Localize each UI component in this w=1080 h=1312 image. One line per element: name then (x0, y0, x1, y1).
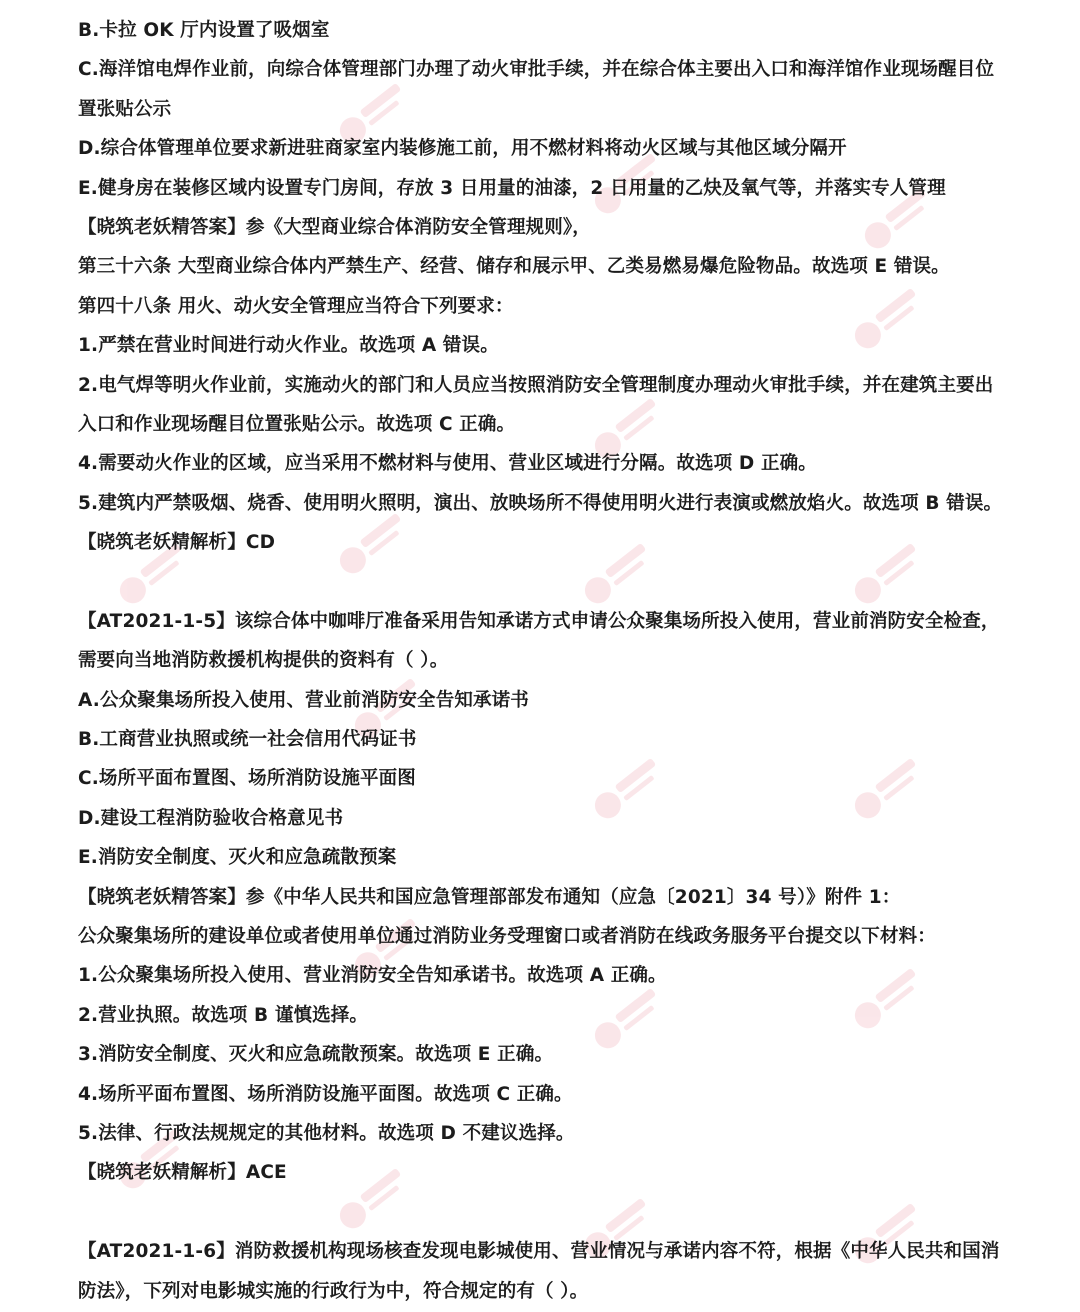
analysis-answer-ace: 【晓筑老妖精解析】ACE (78, 1162, 287, 1184)
question-at2021-1-6: 【AT2021-1-6】消防救援机构现场核查发现电影城使用、营业情况与承诺内容不符，根据《中华人民共和国消 (78, 1241, 1000, 1263)
q5-answer-item-1: 1.公众聚集场所投入使用、营业消防安全告知承诺书。故选项 A 正确。 (78, 965, 667, 987)
q5-option-b: B.工商营业执照或统一社会信用代码证书 (78, 729, 417, 751)
q5-answer-heading: 【晓筑老妖精答案】参《中华人民共和国应急管理部部发布通知（应急〔2021〕34 号）》附件 1： (78, 886, 901, 908)
question-at2021-1-6-cont: 防法》，下列对电影城实施的行政行为中，符合规定的有（ ）。 (78, 1280, 589, 1302)
option-c-line-cont: 置张贴公示 (78, 98, 172, 120)
q5-option-c: C.场所平面布置图、场所消防设施平面图 (78, 768, 416, 790)
option-d-line: D.综合体管理单位要求新进驻商家室内装修施工前，用不燃材料将动火区域与其他区域分隔开 (78, 138, 847, 160)
blank-line (78, 1193, 1040, 1232)
question-at2021-1-5-cont: 需要向当地消防救援机构提供的资料有（ ）。 (78, 650, 449, 672)
rule-article-48: 第四十八条 用火、动火安全管理应当符合下列要求： (78, 295, 514, 317)
rule-item-5: 5.建筑内严禁吸烟、烧香、使用明火照明，演出、放映场所不得使用明火进行表演或燃放焰火。故选项 B 错误。 (78, 492, 1003, 514)
document-body (78, 11, 1040, 1311)
rule-item-2-cont: 入口和作业现场醒目位置张贴公示。故选项 C 正确。 (78, 413, 516, 435)
q5-option-a: A.公众聚集场所投入使用、营业前消防安全告知承诺书 (78, 689, 529, 711)
option-c-line: C.海洋馆电焊作业前，向综合体管理部门办理了动火审批手续，并在综合体主要出入口和海洋馆作业现场醒目位 (78, 59, 995, 81)
q5-answer-item-5: 5.法律、行政法规规定的其他材料。故选项 D 不建议选择。 (78, 1122, 575, 1144)
analysis-answer-cd: 【晓筑老妖精解析】CD (78, 532, 276, 554)
q5-option-d: D.建设工程消防验收合格意见书 (78, 807, 344, 829)
rule-item-2: 2.电气焊等明火作业前，实施动火的部门和人员应当按照消防安全管理制度办理动火审批手续，并在建筑主要出 (78, 374, 994, 396)
rule-article-36: 第三十六条 大型商业综合体内严禁生产、经营、储存和展示甲、乙类易燃易爆危险物品。故选项 E 错误。 (78, 256, 950, 278)
blank-line (78, 562, 1040, 601)
q5-answer-item-3: 3.消防安全制度、灭火和应急疏散预案。故选项 E 正确。 (78, 1044, 554, 1066)
rule-item-4: 4.需要动火作业的区域，应当采用不燃材料与使用、营业区域进行分隔。故选项 D 正确。 (78, 453, 817, 475)
q5-answer-item-4: 4.场所平面布置图、场所消防设施平面图。故选项 C 正确。 (78, 1083, 573, 1105)
q5-answer-item-2: 2.营业执照。故选项 B 谨慎选择。 (78, 1004, 369, 1026)
question-at2021-1-5: 【AT2021-1-5】该综合体中咖啡厅准备采用告知承诺方式申请公众聚集场所投入使用，营业前消防安全检查， (78, 610, 1000, 632)
answer-heading: 【晓筑老妖精答案】参《大型商业综合体消防安全管理规则》， (78, 216, 591, 238)
q5-option-e: E.消防安全制度、灭火和应急疏散预案 (78, 847, 397, 869)
option-e-line: E.健身房在装修区域内设置专门房间，存放 3 日用量的油漆，2 日用量的乙炔及氧气等，并落实专人管理 (78, 177, 946, 199)
option-b-line: B.卡拉 OK 厅内设置了吸烟室 (78, 20, 330, 41)
q5-answer-intro: 公众聚集场所的建设单位或者使用单位通过消防业务受理窗口或者消防在线政务服务平台提交以下材料： (78, 925, 936, 947)
rule-item-1: 1.严禁在营业时间进行动火作业。故选项 A 错误。 (78, 335, 499, 357)
